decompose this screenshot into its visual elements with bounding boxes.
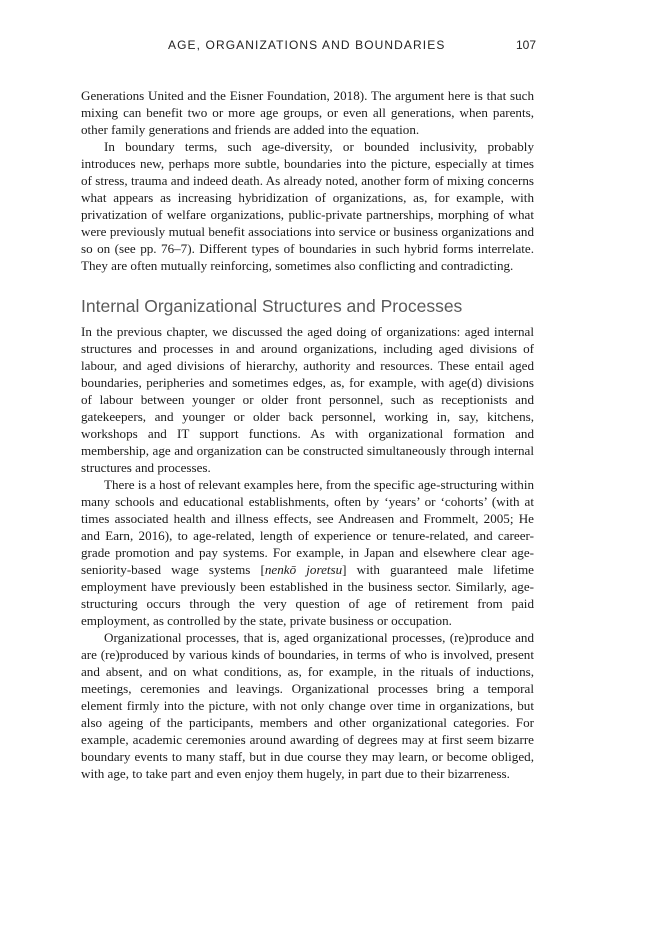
- paragraph-text-segment: There is a host of relevant examples here, from the specific age-structuring within many schools and educational establishments, often by ‘years’ or ‘cohorts’ (with at times associated health and illness effects, see Andreasen and Frommelt, 2005; He and Earn, 2016), to age-related, length of experience or tenure-related, and career-grade promotion and pay systems. For example, in Japan and elsewhere clear age-seniority-based wage systems [: [81, 477, 534, 577]
- running-title: AGE, ORGANIZATIONS AND BOUNDARIES: [168, 38, 446, 52]
- paragraph-boundary-terms: In boundary terms, such age-diversity, or bounded inclusivity, probably introduces new, perhaps more subtle, boundaries into the picture, especially at times of stress, trauma and indeed death. As already noted, another form of mixing concerns what appears as increasing hybridization of organizations, as, for example, with privatization of welfare organizations, public-private partnerships, morphing of what were previously mutual benefit associations into service or business organizations and so on (see pp. 76–7). Different types of boundaries in such hybrid forms interrelate. They are often mutually reinforcing, sometimes also conflicting and contradicting.: [81, 139, 534, 273]
- paragraph-text-segment: ] with guaranteed male lifetime employment have previously been established in the business sector. Similarly, age-structuring occurs through the very question of age of retirement from paid employment, as controlled by the state, private business or occupation.: [81, 562, 534, 628]
- paragraph-relevant-examples: [81, 476, 534, 629]
- paragraph-continued: Generations United and the Eisner Foundation, 2018). The argument here is that such mixing can benefit two or more age groups, or even all generations, when parents, other family generations and friends are added into the equation.: [81, 88, 534, 137]
- paragraph-previous-chapter: In the previous chapter, we discussed the aged doing of organizations: aged internal structures and processes in and around organizations, including aged divisions of labour, and aged divisions of hierarchy, authority and resources. These entail aged boundaries, peripheries and sometimes edges, as, for example, with age(d) divisions of labour between younger or older front personnel, such as receptionists and gatekeepers, and younger or older back personnel, working in, say, kitchens, workshops and IT support functions. As with organizational formation and membership, age and organization can be constructed simultaneously through internal structures and processes.: [81, 324, 534, 475]
- paragraph-organizational-processes: Organizational processes, that is, aged organizational processes, (re)produce and are (re)produced by various kinds of boundaries, in terms of who is involved, present and absent, and on what conditions, as, for example, in the rituals of inductions, meetings, ceremonies and leavings. Organizational processes bring a temporal element firmly into the picture, with not only change over time in organizations, but also ageing of the participants, members and other organizational categories. For example, academic ceremonies around awarding of degrees may at first seem bizarre boundary events to many staff, but in due course they may learn, or become obliged, with age, to take part and even enjoy them hugely, in part due to their bizarreness.: [81, 630, 534, 781]
- section-heading: Internal Organizational Structures and Processes: [81, 296, 463, 316]
- page-number: 107: [516, 38, 537, 52]
- page-body: [81, 87, 534, 782]
- running-head: [0, 38, 650, 56]
- japanese-term: nenkō joretsu: [264, 562, 343, 577]
